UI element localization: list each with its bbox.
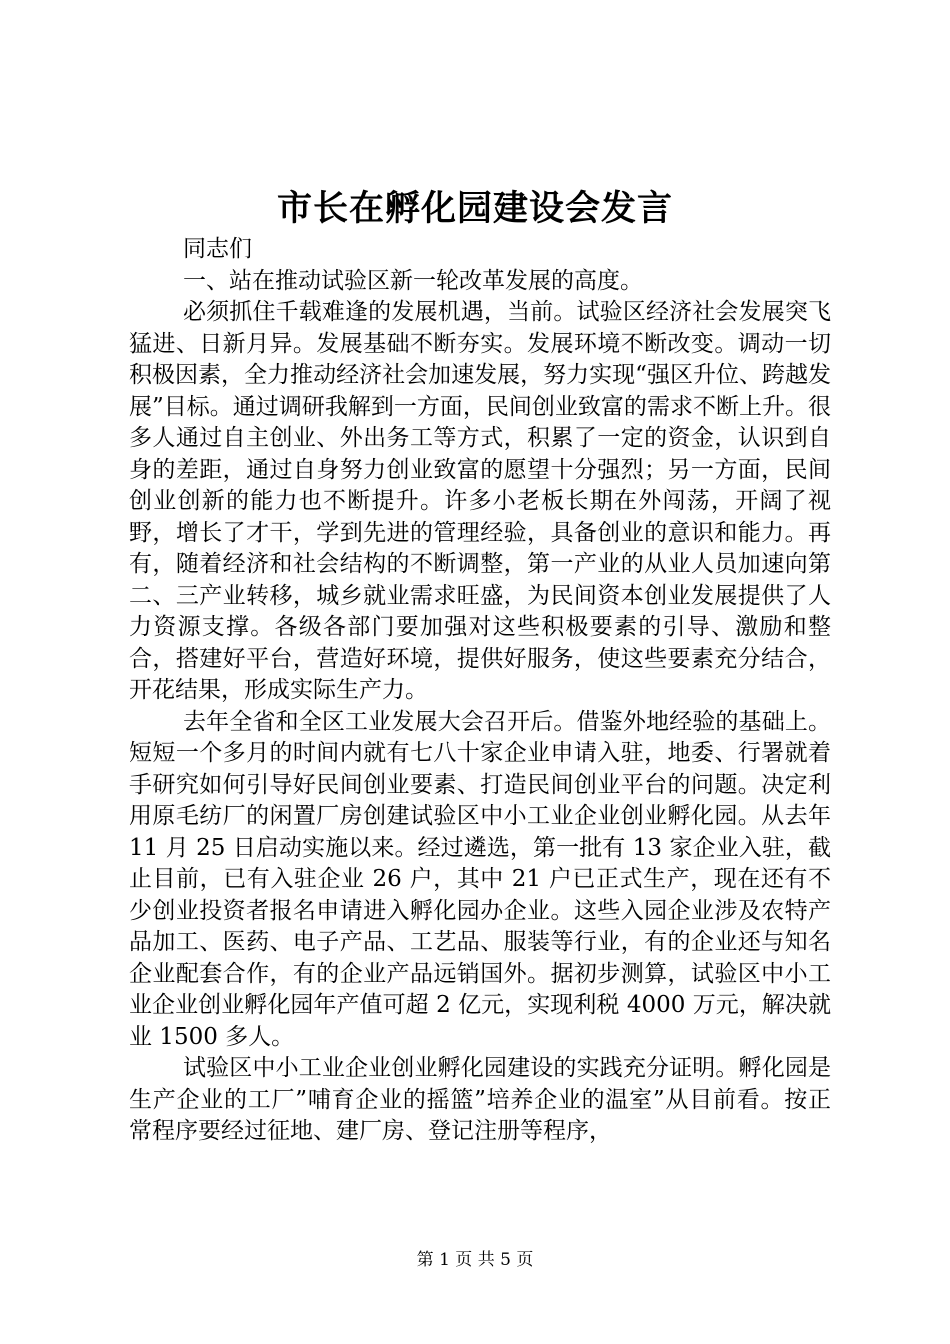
page-number-footer: 第 1 页 共 5 页 — [416, 1250, 534, 1270]
document-body — [129, 234, 831, 1148]
paragraph-opportunity: 必须抓住千载难逢的发展机遇，当前。试验区经济社会发展突飞猛进、日新月异。发展基础不断夯实。发展环境不断改变。调动一切积极因素，全力推动经济社会加速发展，努力实现“强区升位、跨越发展”目标。通过调研我解到一方面，民间创业致富的需求不断上升。很多人通过自主创业、外出务工等方式，积累了一定的资金，认识到自身的差距，通过自身努力创业致富的愿望十分强烈；另一方面，民间创业创新的能力也不断提升。许多小老板长期在外闯荡，开阔了视野，增长了才干，学到先进的管理经验，具备创业的意识和能力。再有，随着经济和社会结构的不断调整，第一产业的从业人员加速向第二、三产业转移，城乡就业需求旺盛，为民间资本创业发展提供了人力资源支撑。各级各部门要加强对这些积极要素的引导、激励和整合，搭建好平台，营造好环境，提供好服务，使这些要素充分结合，开花结果，形成实际生产力。 — [129, 299, 831, 703]
paragraph-greeting: 同志们 — [183, 236, 252, 262]
paragraph-section-heading: 一、站在推动试验区新一轮改革发展的高度。 — [183, 267, 643, 294]
document-title: 市长在孵化园建设会发言 — [276, 188, 673, 229]
paragraph-incubator-history: 去年全省和全区工业发展大会召开后。借鉴外地经验的基础上。短短一个多月的时间内就有七八十家企业申请入驻，地委、行署就着手研究如何引导好民间创业要素、打造民间创业平台的问题。决定利用原毛纺厂的闲置厂房创建试验区中小工业企业创业孵化园。从去年 11 月 25 日启动实施以来。经过遴选，第一批有 13 家企业入驻，截止目前，已有入驻企业 26 户，其中 21 户已正式生产，现在还有不少创业投资者报名申请进入孵化园办企业。这些入园企业涉及农特产品加工、医药、电子产品、工艺品、服装等行业，有的企业还与知名企业配套合作，有的企业产品远销国外。据初步测算，试验区中小工业企业创业孵化园年产值可超 2 亿元，实现利税 4000 万元，解决就业 1500 多人。 — [129, 708, 831, 1050]
paragraph-incubator-practice: 试验区中小工业企业创业孵化园建设的实践充分证明。孵化园是生产企业的工厂”哺育企业的摇篮”培养企业的温室”从目前看。按正常程序要经过征地、建厂房、登记注册等程序， — [129, 1055, 831, 1144]
